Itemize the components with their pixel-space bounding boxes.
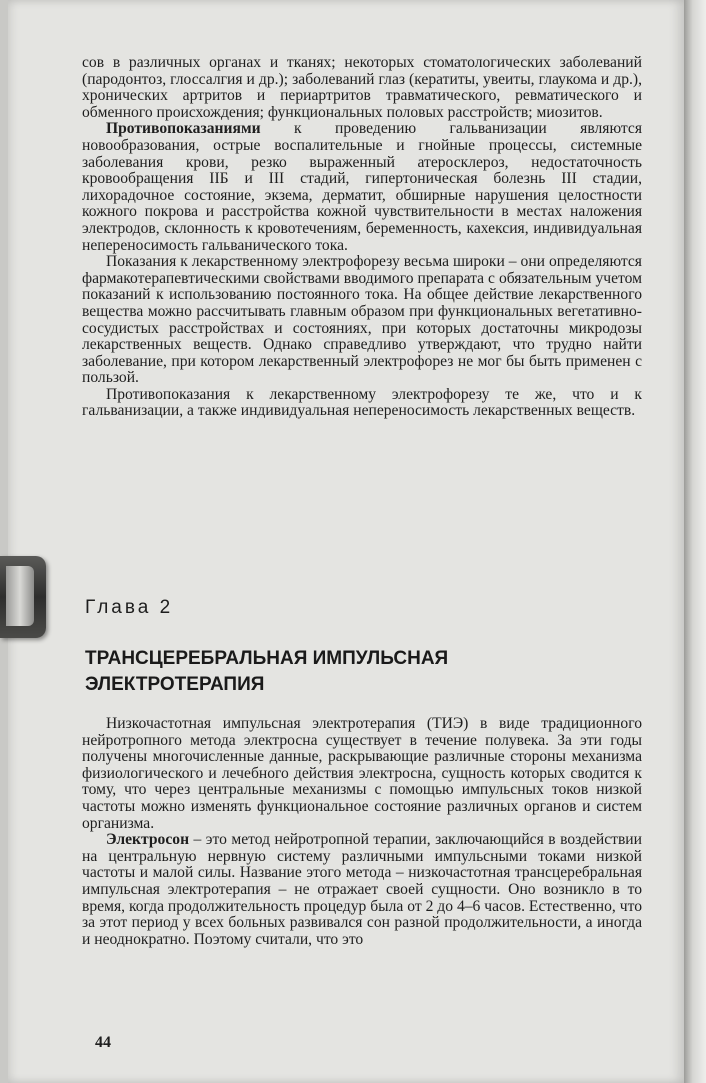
- page-edge: [684, 0, 706, 1083]
- chapter-title-line-1: ТРАНСЦЕРЕБРАЛЬНАЯ ИМПУЛЬСНАЯ: [85, 648, 449, 669]
- chapter-title: [85, 646, 645, 698]
- section-2-text: [82, 716, 642, 948]
- paragraph-indications: сов в различных органах и тканях; некоторых стоматологических заболеваний (пародонтоз, глоссалгия и др.); заболеваний глаз (кератиты, увеиты, глаукома и др.), хронических артритов и периартритов травматического, ревматического и обменного происхождения; функциональных половых расстройств; миозитов.: [82, 54, 642, 121]
- paragraph-electrosleep: Электросон – это метод нейротропной терапии, заключающийся в воздействии на центральную нервную систему различными импульсными токами низкой частоты и малой силы. Название этого метода – низкочастотная трансцеребральная импульсная электротерапия – не отражает своей сущности. Оно возникло в то время, когда продолжительность процедур была от 2 до 4–6 часов. Естественно, что за этот период у всех больных развивался сон разной продолжительности, а иногда и неоднократно. Поэтому считали, что это: [82, 831, 642, 948]
- chapter-label: Глава 2: [85, 597, 174, 618]
- paragraph-tie-intro: Низкочастотная импульсная электротерапия (ТИЭ) в виде традиционного нейротропного метода электросна существует в течение полувека. За эти годы получены многочисленные данные, раскрывающие различные стороны механизма физиологического и лечебного действия электросна, сущность которых сводится к тому, что через центральные механизмы с помощью импульсных токов низкой частоты можно изменять функциональное состояние различных органов и систем организма.: [82, 715, 642, 832]
- paragraph-electrophoresis-indications: Показания к лекарственному электрофорезу весьма широки – они определяются фармакотерапевтическими свойствами вводимого препарата с обязательным учетом показаний к использованию постоянного тока. На общее действие лекарственного вещества можно рассчитывать главным образом при функциональных вегетативно-сосудистых расстройствах и состояниях, при которых достаточны микродозы лекарственных веществ. Однако справедливо утверждают, что трудно найти заболевание, при котором лекарственный электрофорез не мог бы быть применен с пользой.: [82, 253, 642, 387]
- term-contraindications: Противопоказаниями: [106, 120, 261, 138]
- page-number: 44: [95, 1034, 111, 1051]
- paragraph-contraindications: Противопоказаниями к проведению гальванизации являются новообразования, острые воспалительные и гнойные процессы, системные заболевания крови, резко выраженный атеросклероз, недостаточность кровообращения IIБ и III стадий, гипертоническая болезнь III стадии, лихорадочное состояние, экзема, дерматит, обширные нарушения целостности кожного покрова и расстройства кожной чувствительности в местах наложения электродов, склонность к кровотечениям, беременность, кахексия, индивидуальная непереносимость гальванического тока.: [82, 120, 642, 254]
- chapter-title-line-2: ЭЛЕКТРОТЕРАПИЯ: [85, 674, 265, 695]
- section-1-text: [82, 55, 642, 420]
- term-electrosleep: Электросон: [106, 831, 190, 849]
- binder-clip: [0, 556, 46, 638]
- paragraph-electrophoresis-contraindications: Противопоказания к лекарственному электрофорезу те же, что и к гальванизации, а также индивидуальная непереносимость лекарственных веществ.: [82, 385, 642, 420]
